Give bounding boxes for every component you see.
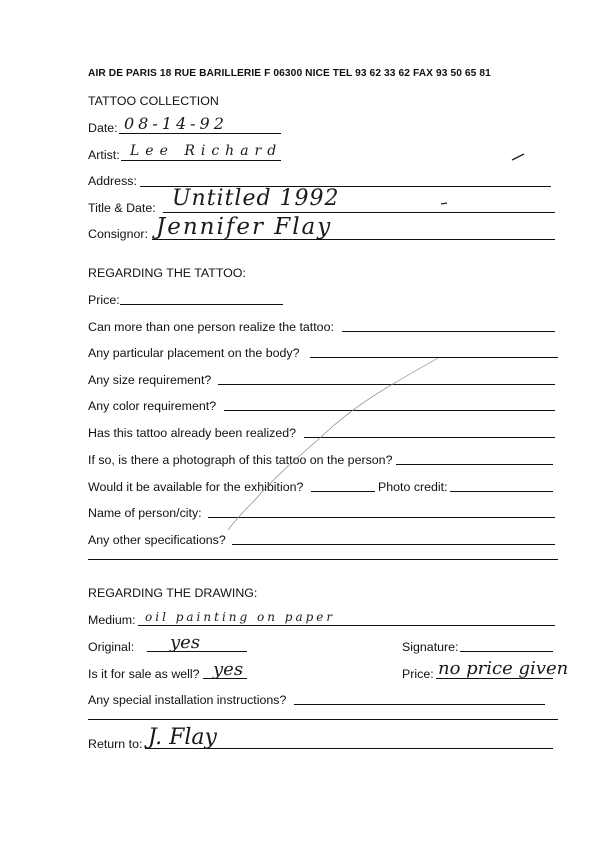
q-exhibition-label: Would it be available for the exhibition?	[88, 480, 304, 494]
q-placement-field[interactable]	[310, 357, 558, 358]
return-to-label: Return to:	[88, 737, 143, 751]
signature-label: Signature:	[402, 640, 459, 654]
q-photo-field[interactable]	[396, 464, 553, 465]
installation-extra-line[interactable]	[88, 719, 558, 720]
pen-tick-mark	[512, 154, 524, 160]
q-more-than-one-label: Can more than one person realize the tattoo:	[88, 320, 334, 334]
installation-field[interactable]	[294, 704, 545, 705]
artist-label: Artist:	[88, 148, 120, 162]
photo-credit-label: Photo credit:	[378, 480, 448, 494]
photo-credit-field[interactable]	[450, 491, 553, 492]
q-size-label: Any size requirement?	[88, 373, 212, 387]
artist-field[interactable]	[121, 160, 281, 161]
other-specs-label: Any other specifications?	[88, 533, 226, 547]
original-handwritten: yes	[170, 632, 201, 653]
q-exhibition-field[interactable]	[311, 491, 375, 492]
original-label: Original:	[88, 640, 135, 654]
address-label: Address:	[88, 174, 137, 188]
name-city-label: Name of person/city:	[88, 506, 202, 520]
q-realized-label: Has this tattoo already been realized?	[88, 426, 297, 440]
other-specs-field[interactable]	[232, 544, 555, 545]
q-color-field[interactable]	[224, 410, 555, 411]
q-realized-field[interactable]	[304, 437, 555, 438]
name-city-field[interactable]	[208, 517, 555, 518]
form-title: TATTOO COLLECTION	[88, 94, 219, 108]
tattoo-section-heading: REGARDING THE TATTOO:	[88, 266, 246, 280]
q-color-label: Any color requirement?	[88, 399, 217, 413]
drawing-price-handwritten: no price given	[438, 658, 569, 679]
medium-handwritten: oil painting on paper	[145, 610, 336, 624]
gallery-letterhead: AIR DE PARIS 18 RUE BARILLERIE F 06300 NICE TEL 93 62 33 62 FAX 93 50 65 81	[88, 68, 491, 79]
q-placement-label: Any particular placement on the body?	[88, 346, 300, 360]
date-field[interactable]	[119, 133, 281, 134]
artist-handwritten: Lee Richard	[130, 143, 283, 159]
drawing-price-label: Price:	[402, 667, 434, 681]
consignor-handwritten: Jennifer Flay	[156, 214, 333, 240]
q-photo-label: If so, is there a photograph of this tattoo on the person?	[88, 453, 393, 467]
date-handwritten: 08-14-92	[124, 114, 228, 133]
for-sale-label: Is it for sale as well?	[88, 667, 200, 681]
date-label: Date:	[88, 121, 118, 135]
return-to-handwritten: J. Flay	[148, 725, 217, 750]
pen-dash-mark	[441, 203, 447, 204]
medium-label: Medium:	[88, 613, 136, 627]
q-more-than-one-field[interactable]	[342, 331, 555, 332]
tattoo-price-field[interactable]	[120, 304, 283, 305]
title-date-handwritten: Untitled 1992	[172, 186, 340, 211]
tattoo-price-label: Price:	[88, 293, 120, 307]
title-date-field[interactable]	[163, 212, 555, 213]
q-size-field[interactable]	[218, 384, 555, 385]
other-specs-extra-line[interactable]	[88, 559, 558, 560]
drawing-section-heading: REGARDING THE DRAWING:	[88, 586, 258, 600]
medium-field[interactable]	[138, 625, 555, 626]
title-date-label: Title & Date:	[88, 201, 156, 215]
signature-field[interactable]	[460, 651, 553, 652]
for-sale-handwritten: yes	[213, 659, 244, 680]
installation-label: Any special installation instructions?	[88, 693, 287, 707]
consignor-label: Consignor:	[88, 227, 148, 241]
